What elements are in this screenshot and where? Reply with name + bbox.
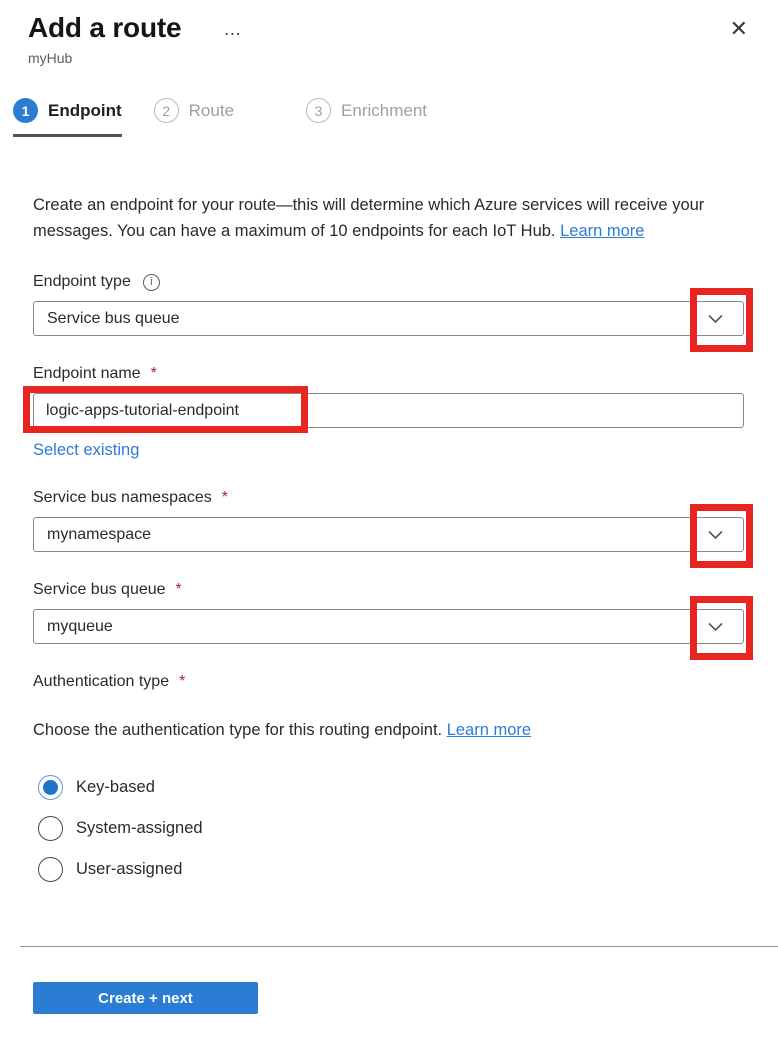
- endpoint-name-input[interactable]: [33, 393, 744, 428]
- namespace-label: [33, 489, 744, 507]
- info-icon[interactable]: i: [143, 274, 160, 291]
- required-marker: *: [179, 673, 186, 690]
- radio-system-assigned[interactable]: [38, 808, 744, 849]
- auth-radio-group: [33, 767, 744, 890]
- form-content: [0, 192, 778, 1014]
- create-next-button[interactable]: Create + next: [33, 982, 258, 1014]
- more-options-button[interactable]: …: [223, 19, 244, 39]
- radio-unselected-icon: [38, 857, 63, 882]
- page-title: Add a route: [28, 12, 182, 43]
- auth-type-label: [33, 673, 744, 691]
- label-text: Service bus queue: [33, 581, 166, 598]
- radio-user-assigned[interactable]: [38, 849, 744, 890]
- step-number-badge: 1: [13, 98, 38, 123]
- selected-value: mynamespace: [47, 525, 152, 543]
- queue-select[interactable]: [33, 609, 744, 644]
- helper-body: Choose the authentication type for this routing endpoint.: [33, 721, 447, 739]
- radio-label: Key-based: [76, 778, 155, 796]
- tab-endpoint[interactable]: [13, 98, 122, 137]
- endpoint-name-field: [33, 365, 744, 460]
- label-text: Authentication type: [33, 673, 170, 690]
- tab-label: Endpoint: [48, 100, 122, 120]
- endpoint-type-label: [33, 273, 744, 291]
- radio-unselected-icon: [38, 816, 63, 841]
- endpoint-type-select[interactable]: [33, 301, 744, 336]
- learn-more-link[interactable]: Learn more: [560, 222, 645, 240]
- description-text: [33, 192, 739, 244]
- step-number-badge: 3: [306, 98, 331, 123]
- radio-label: User-assigned: [76, 860, 183, 878]
- close-icon[interactable]: ✕: [729, 16, 748, 41]
- footer-divider: [20, 946, 778, 947]
- queue-label: [33, 581, 744, 599]
- auth-helper-text: [33, 721, 744, 740]
- chevron-down-icon: [708, 530, 723, 540]
- tab-route[interactable]: [154, 98, 234, 137]
- step-number-badge: 2: [154, 98, 179, 123]
- label-text: Endpoint type: [33, 273, 131, 290]
- auth-type-field: [33, 673, 744, 691]
- tab-label: Route: [188, 100, 235, 120]
- radio-label: System-assigned: [76, 819, 203, 837]
- auth-learn-more-link[interactable]: Learn more: [446, 721, 532, 739]
- chevron-down-icon: [708, 622, 723, 632]
- panel-header: [0, 0, 778, 66]
- required-marker: *: [175, 581, 182, 598]
- select-existing-link[interactable]: Select existing: [33, 441, 140, 459]
- tab-label: Enrichment: [341, 100, 428, 120]
- endpoint-name-label: [33, 365, 744, 383]
- radio-selected-icon: [38, 775, 63, 800]
- selected-value: myqueue: [47, 617, 113, 635]
- radio-key-based[interactable]: [38, 767, 744, 808]
- required-marker: *: [221, 489, 228, 506]
- namespace-select[interactable]: [33, 517, 744, 552]
- description-body: Create an endpoint for your route—this will determine which Azure services will receive your messages. You can have a maximum of 10 endpoints for each IoT Hub.: [33, 196, 705, 240]
- queue-field: [33, 581, 744, 644]
- endpoint-type-field: [33, 273, 744, 336]
- required-marker: *: [150, 365, 157, 382]
- chevron-down-icon: [708, 314, 723, 324]
- hub-name-subtitle: myHub: [28, 50, 73, 66]
- selected-value: Service bus queue: [47, 309, 180, 327]
- label-text: Endpoint name: [33, 365, 141, 382]
- label-text: Service bus namespaces: [33, 489, 212, 506]
- wizard-steps: [13, 98, 778, 137]
- namespace-field: [33, 489, 744, 552]
- tab-enrichment[interactable]: [306, 98, 427, 137]
